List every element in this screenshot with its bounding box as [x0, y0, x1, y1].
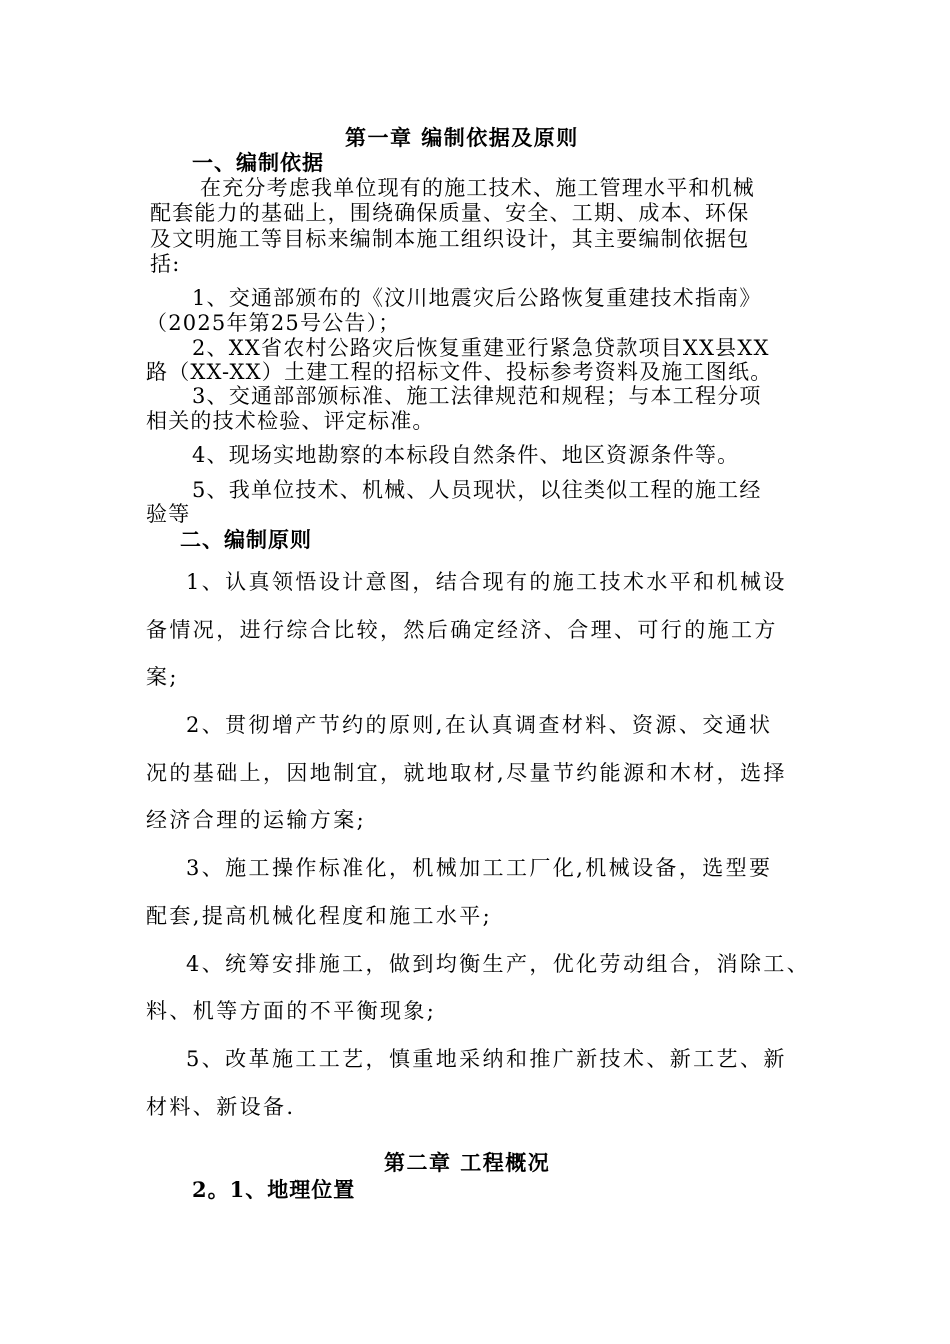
chapter-2-title: 第二章 工程概况	[384, 1150, 551, 1175]
intro-line: 括:	[150, 252, 181, 276]
principle-item-line: 经济合理的运输方案;	[146, 808, 367, 832]
basis-item-line: （2025年第25号公告）；	[146, 311, 401, 335]
intro-line: 及文明施工等目标来编制本施工组织设计，其主要编制依据包	[150, 227, 750, 251]
principle-item-line: 1、认真领悟设计意图，结合现有的施工技术水平和机械设	[186, 570, 787, 594]
principle-item-line: 况的基础上，因地制宜，就地取材,尽量节约能源和木材，选择	[146, 761, 787, 785]
principle-item-line: 材料、新设备.	[146, 1095, 296, 1119]
basis-item-line: 相关的技术检验、评定标准。	[146, 409, 435, 433]
basis-item-line: 路（XX-XX）土建工程的招标文件、投标参考资料及施工图纸。	[146, 360, 773, 384]
principle-item-line: 3、施工操作标准化，机械加工工厂化,机械设备，选型要	[186, 856, 773, 880]
principle-item-line: 2、贯彻增产节约的原则,在认真调查材料、资源、交通状	[186, 713, 773, 737]
basis-item-line: 3、交通部部颁标准、施工法律规范和规程；与本工程分项	[192, 384, 762, 408]
basis-item-line: 4、现场实地勘察的本标段自然条件、地区资源条件等。	[192, 443, 740, 467]
basis-item-line: 验等	[146, 502, 191, 526]
principle-item-line: 备情况，进行综合比较，然后确定经济、合理、可行的施工方	[146, 618, 778, 642]
principle-item-line: 4、统筹安排施工，做到均衡生产，优化劳动组合，消除工、	[186, 952, 811, 976]
basis-item-line: 1、交通部颁布的《汶川地震灾后公路恢复重建技术指南》	[192, 286, 762, 310]
basis-item-line: 2、XX省农村公路灾后恢复重建亚行紧急贷款项目XX县XX	[192, 336, 770, 360]
section-heading-principles: 二、编制原则	[180, 527, 312, 552]
intro-line: 配套能力的基础上，围绕确保质量、安全、工期、成本、环保	[150, 201, 750, 225]
principle-item-line: 案;	[146, 665, 179, 689]
section-heading-location: 2。1、地理位置	[192, 1177, 356, 1202]
chapter-1-title: 第一章 编制依据及原则	[345, 125, 579, 150]
basis-item-line: 5、我单位技术、机械、人员现状，以往类似工程的施工经	[192, 478, 762, 502]
intro-line: 在充分考虑我单位现有的施工技术、施工管理水平和机械	[200, 176, 755, 200]
principle-item-line: 5、改革施工工艺，慎重地采纳和推广新技术、新工艺、新	[186, 1047, 787, 1071]
principle-item-line: 配套,提高机械化程度和施工水平;	[146, 904, 493, 928]
section-heading-basis: 一、编制依据	[192, 150, 324, 175]
principle-item-line: 料、机等方面的不平衡现象;	[146, 999, 437, 1023]
